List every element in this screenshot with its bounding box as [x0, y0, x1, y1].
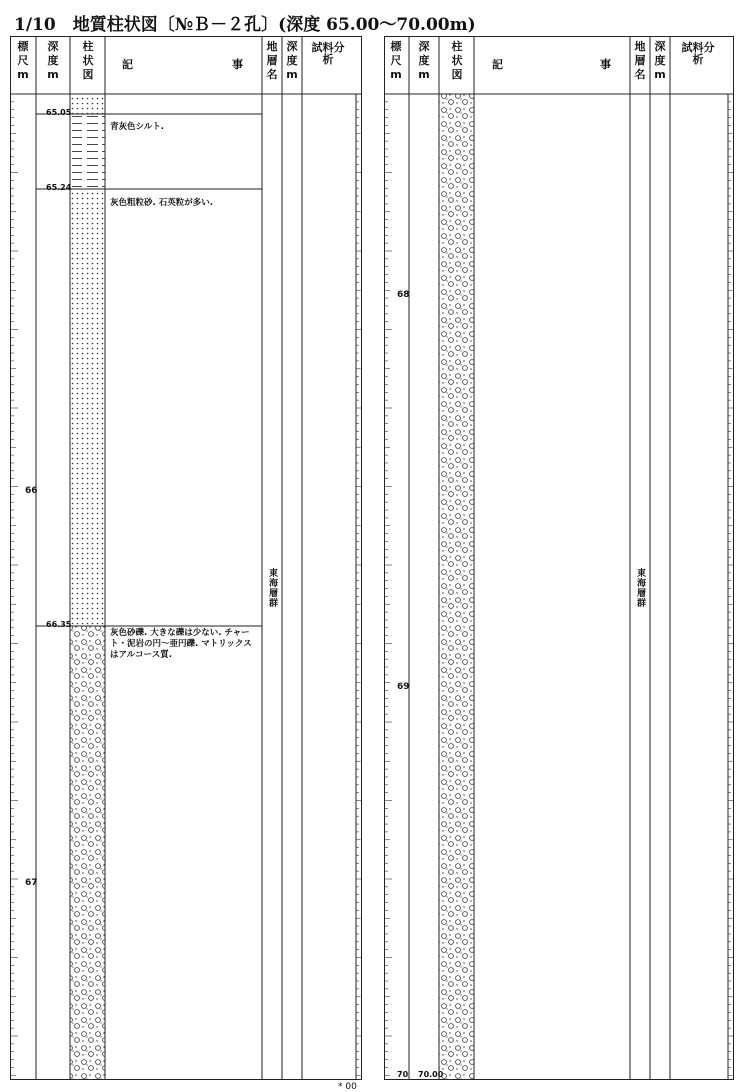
description: 青灰色シルト.: [110, 122, 165, 132]
formation-name: 東海層群: [267, 568, 277, 608]
description: 灰色砂礫. 大きな礫は少ない. チャート・泥岩の円〜亜円礫. マトリックスはアルコース質.: [110, 628, 252, 660]
log-grid-right: [384, 36, 734, 1080]
depth-mark: 66.35: [46, 620, 72, 629]
depth-mark: 65.24: [46, 183, 72, 192]
header-scale: 標尺m: [17, 40, 29, 81]
log-sheet-right: [384, 36, 734, 1080]
header-depth2: 深度m: [654, 40, 666, 81]
depth-mark: 70.00: [418, 1070, 444, 1079]
depth-mark: 65.05: [46, 108, 72, 117]
scale-label: 68: [397, 290, 410, 300]
header-sample: 試料分析: [681, 41, 715, 66]
scale-label: 70: [397, 1070, 409, 1079]
page-number: * 00: [338, 1082, 357, 1092]
header-stratum: 地層名: [266, 40, 278, 81]
header-sample: 試料分析: [311, 41, 345, 66]
scale-label: 67: [25, 878, 38, 888]
header-notes-right: 事: [232, 58, 243, 71]
header-depth: 深度m: [418, 40, 430, 81]
log-sheet-left: [10, 36, 362, 1080]
description: 灰色粗粒砂. 石英粒が多い.: [110, 198, 213, 208]
header-notes-left: 記: [122, 58, 133, 71]
header-depth2: 深度m: [286, 40, 298, 81]
scale-label: 66: [25, 486, 38, 496]
header-stratum: 地層名: [634, 40, 646, 81]
formation-name: 東海層群: [635, 568, 645, 608]
header-depth: 深度m: [47, 40, 59, 81]
header-column: 柱状図: [451, 40, 463, 81]
log-grid-left: [10, 36, 362, 1080]
header-notes-right: 事: [600, 58, 611, 71]
scale-label: 69: [397, 682, 410, 692]
page-title: 1/10 地質柱状図〔№Ｂ－２孔〕(深度 65.00〜70.00m): [14, 15, 476, 35]
header-column: 柱状図: [82, 40, 94, 81]
header-scale: 標尺m: [390, 40, 402, 81]
header-notes-left: 記: [492, 58, 503, 71]
